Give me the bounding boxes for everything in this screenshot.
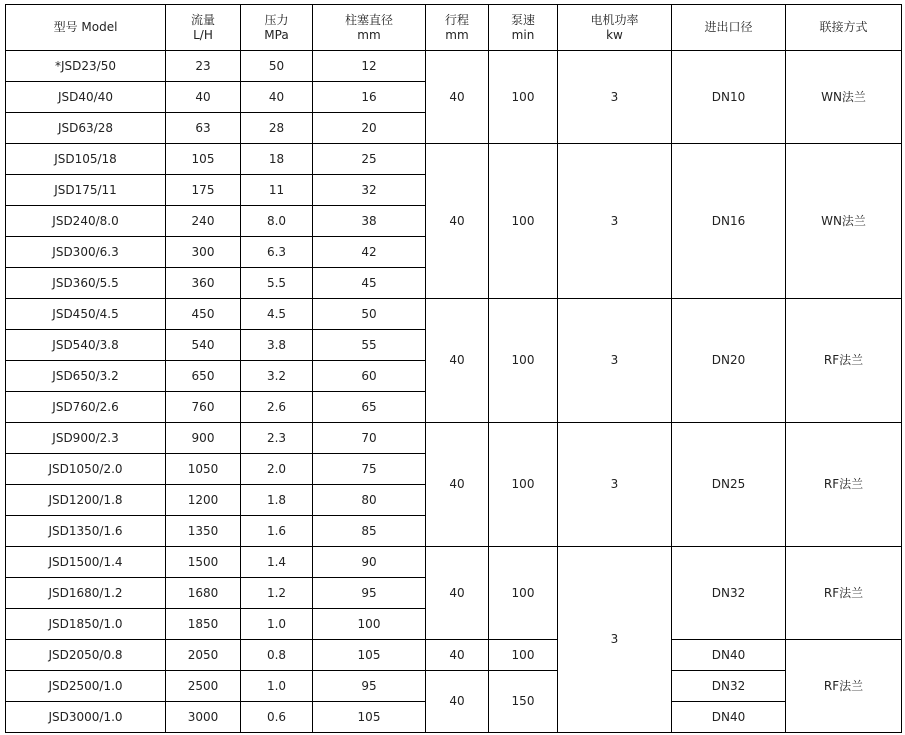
model-cell: JSD240/8.0 [6, 206, 166, 237]
header-speed [489, 5, 558, 51]
pressure-cell: 18 [241, 144, 313, 175]
table-row [6, 299, 902, 330]
stroke-cell: 40 [426, 640, 489, 671]
speed-cell: 100 [489, 299, 558, 423]
pressure-cell: 0.8 [241, 640, 313, 671]
pressure-cell: 1.0 [241, 671, 313, 702]
table-row [6, 144, 902, 175]
model-cell: JSD540/3.8 [6, 330, 166, 361]
connection-cell: RF法兰 [786, 547, 902, 640]
table-row [6, 51, 902, 82]
connection-cell: RF法兰 [786, 423, 902, 547]
pressure-cell: 5.5 [241, 268, 313, 299]
power-cell: 3 [558, 51, 672, 144]
header-flow-unit: L/H [193, 27, 213, 42]
speed-cell: 100 [489, 547, 558, 640]
header-connection-label: 联接方式 [819, 20, 868, 34]
model-cell: JSD650/3.2 [6, 361, 166, 392]
plunger-cell: 50 [313, 299, 426, 330]
flow-cell: 63 [166, 113, 241, 144]
flow-cell: 1850 [166, 609, 241, 640]
pressure-cell: 1.4 [241, 547, 313, 578]
header-stroke-label: 行程 [444, 12, 469, 27]
stroke-cell: 40 [426, 299, 489, 423]
flow-cell: 40 [166, 82, 241, 113]
flow-cell: 760 [166, 392, 241, 423]
pressure-cell: 0.6 [241, 702, 313, 733]
header-model [6, 5, 166, 51]
plunger-cell: 45 [313, 268, 426, 299]
plunger-cell: 70 [313, 423, 426, 454]
pressure-cell: 28 [241, 113, 313, 144]
header-speed-label: 泵速 [510, 12, 535, 27]
power-cell: 3 [558, 547, 672, 733]
pressure-cell: 4.5 [241, 299, 313, 330]
plunger-cell: 32 [313, 175, 426, 206]
header-stroke-unit: mm [445, 27, 469, 42]
plunger-cell: 42 [313, 237, 426, 268]
plunger-cell: 60 [313, 361, 426, 392]
model-cell: JSD300/6.3 [6, 237, 166, 268]
table-row [6, 640, 902, 671]
model-cell: JSD1680/1.2 [6, 578, 166, 609]
header-flow-label: 流量 [190, 12, 215, 27]
pressure-cell: 2.6 [241, 392, 313, 423]
pressure-cell: 1.6 [241, 516, 313, 547]
plunger-cell: 38 [313, 206, 426, 237]
port-cell: DN32 [672, 547, 786, 640]
pressure-cell: 2.3 [241, 423, 313, 454]
pressure-cell: 40 [241, 82, 313, 113]
header-row [6, 5, 902, 51]
plunger-cell: 55 [313, 330, 426, 361]
header-power [558, 5, 672, 51]
header-stroke [426, 5, 489, 51]
plunger-cell: 80 [313, 485, 426, 516]
header-plunger-unit: mm [357, 27, 381, 42]
stroke-cell: 40 [426, 547, 489, 640]
pressure-cell: 8.0 [241, 206, 313, 237]
pressure-cell: 1.8 [241, 485, 313, 516]
plunger-cell: 25 [313, 144, 426, 175]
header-pressure-label: 压力 [264, 12, 289, 27]
flow-cell: 450 [166, 299, 241, 330]
model-cell: JSD1500/1.4 [6, 547, 166, 578]
pump-spec-table [5, 4, 902, 733]
model-cell: JSD360/5.5 [6, 268, 166, 299]
port-cell: DN32 [672, 671, 786, 702]
flow-cell: 105 [166, 144, 241, 175]
stroke-cell: 40 [426, 144, 489, 299]
model-cell: JSD105/18 [6, 144, 166, 175]
model-cell: JSD2500/1.0 [6, 671, 166, 702]
speed-cell: 100 [489, 423, 558, 547]
plunger-cell: 105 [313, 702, 426, 733]
port-cell: DN20 [672, 299, 786, 423]
header-plunger-label: 柱塞直径 [344, 12, 393, 27]
header-connection [786, 5, 902, 51]
header-power-unit: kw [606, 27, 623, 42]
pressure-cell: 11 [241, 175, 313, 206]
plunger-cell: 95 [313, 671, 426, 702]
model-cell: JSD3000/1.0 [6, 702, 166, 733]
flow-cell: 360 [166, 268, 241, 299]
flow-cell: 1680 [166, 578, 241, 609]
port-cell: DN25 [672, 423, 786, 547]
model-cell: JSD40/40 [6, 82, 166, 113]
connection-cell: WN法兰 [786, 144, 902, 299]
stroke-cell: 40 [426, 671, 489, 733]
flow-cell: 2050 [166, 640, 241, 671]
speed-cell: 150 [489, 671, 558, 733]
flow-cell: 175 [166, 175, 241, 206]
model-cell: JSD760/2.6 [6, 392, 166, 423]
pressure-cell: 50 [241, 51, 313, 82]
header-port-label: 进出口径 [704, 20, 753, 34]
plunger-cell: 75 [313, 454, 426, 485]
pressure-cell: 1.0 [241, 609, 313, 640]
stroke-cell: 40 [426, 423, 489, 547]
header-pressure [241, 5, 313, 51]
power-cell: 3 [558, 423, 672, 547]
power-cell: 3 [558, 299, 672, 423]
speed-cell: 100 [489, 144, 558, 299]
flow-cell: 1050 [166, 454, 241, 485]
model-cell: JSD1850/1.0 [6, 609, 166, 640]
plunger-cell: 100 [313, 609, 426, 640]
connection-cell: RF法兰 [786, 640, 902, 733]
flow-cell: 3000 [166, 702, 241, 733]
model-cell: JSD900/2.3 [6, 423, 166, 454]
flow-cell: 1500 [166, 547, 241, 578]
header-flow [166, 5, 241, 51]
flow-cell: 1200 [166, 485, 241, 516]
port-cell: DN10 [672, 51, 786, 144]
plunger-cell: 85 [313, 516, 426, 547]
model-cell: JSD1200/1.8 [6, 485, 166, 516]
model-cell: JSD1050/2.0 [6, 454, 166, 485]
header-speed-unit: min [511, 27, 535, 42]
plunger-cell: 65 [313, 392, 426, 423]
stroke-cell: 40 [426, 51, 489, 144]
flow-cell: 23 [166, 51, 241, 82]
pressure-cell: 3.2 [241, 361, 313, 392]
flow-cell: 240 [166, 206, 241, 237]
model-cell: JSD450/4.5 [6, 299, 166, 330]
flow-cell: 1350 [166, 516, 241, 547]
plunger-cell: 95 [313, 578, 426, 609]
header-pressure-unit: MPa [264, 27, 289, 42]
table-row [6, 423, 902, 454]
flow-cell: 540 [166, 330, 241, 361]
plunger-cell: 12 [313, 51, 426, 82]
port-cell: DN16 [672, 144, 786, 299]
header-plunger [313, 5, 426, 51]
plunger-cell: 16 [313, 82, 426, 113]
connection-cell: RF法兰 [786, 299, 902, 423]
speed-cell: 100 [489, 640, 558, 671]
model-cell: JSD1350/1.6 [6, 516, 166, 547]
flow-cell: 900 [166, 423, 241, 454]
model-cell: JSD2050/0.8 [6, 640, 166, 671]
header-power-label: 电机功率 [590, 12, 639, 27]
plunger-cell: 105 [313, 640, 426, 671]
speed-cell: 100 [489, 51, 558, 144]
power-cell: 3 [558, 144, 672, 299]
pressure-cell: 6.3 [241, 237, 313, 268]
table-row [6, 671, 902, 702]
header-model-label: 型号 Model [53, 20, 118, 34]
flow-cell: 300 [166, 237, 241, 268]
header-port [672, 5, 786, 51]
connection-cell: WN法兰 [786, 51, 902, 144]
flow-cell: 650 [166, 361, 241, 392]
model-cell: JSD63/28 [6, 113, 166, 144]
flow-cell: 2500 [166, 671, 241, 702]
port-cell: DN40 [672, 702, 786, 733]
model-cell: JSD175/11 [6, 175, 166, 206]
pressure-cell: 2.0 [241, 454, 313, 485]
pressure-cell: 1.2 [241, 578, 313, 609]
port-cell: DN40 [672, 640, 786, 671]
model-cell: *JSD23/50 [6, 51, 166, 82]
pressure-cell: 3.8 [241, 330, 313, 361]
plunger-cell: 20 [313, 113, 426, 144]
table-row [6, 547, 902, 578]
plunger-cell: 90 [313, 547, 426, 578]
